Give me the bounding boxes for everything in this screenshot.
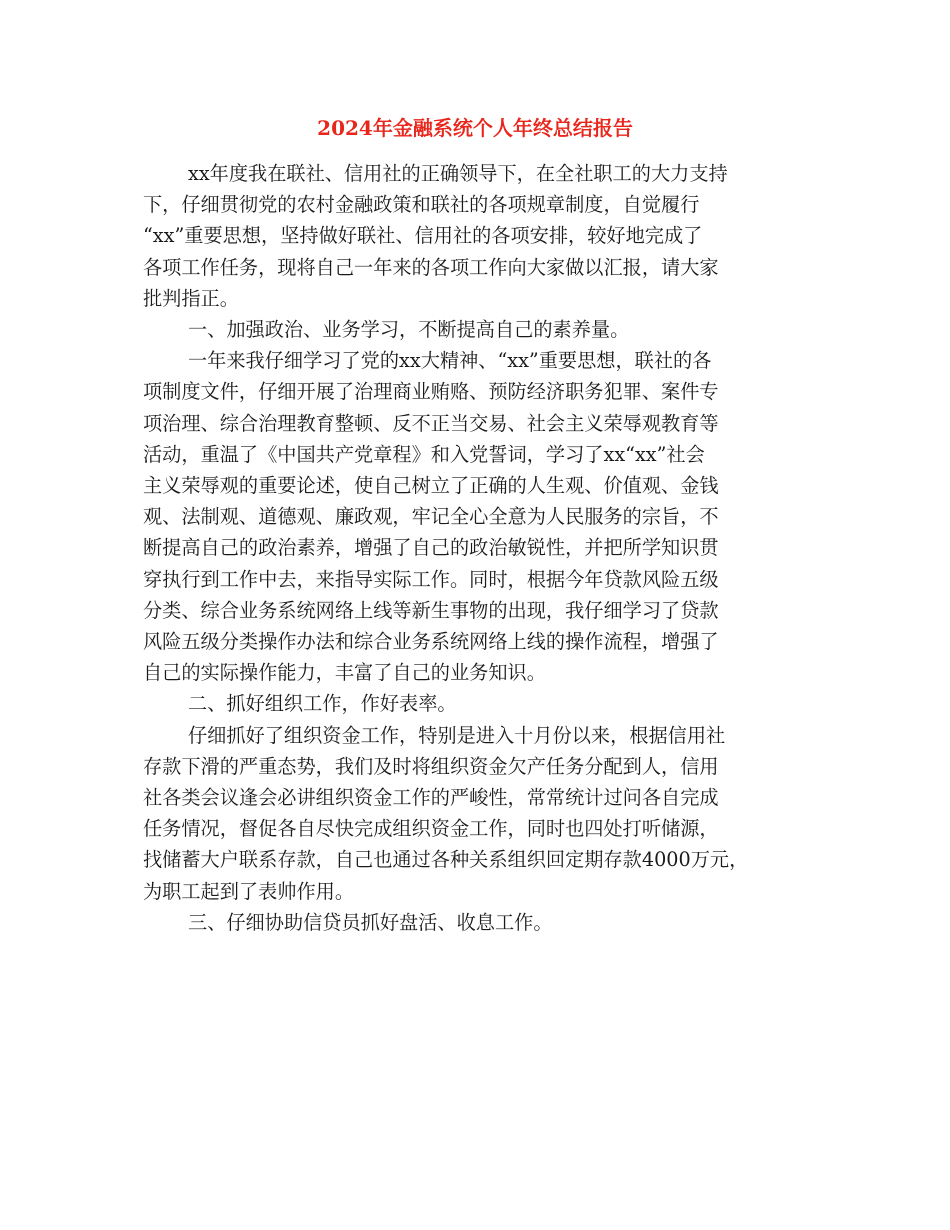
text-line: 二、抓好组织工作，作好表率。 (188, 692, 457, 716)
text-line: 为职工起到了表帅作用。 (143, 879, 355, 903)
text-line: “xx”重要思想，坚持做好联社、信用社的各项安排，较好地完成了 (143, 224, 703, 248)
text-line: 一、加强政治、业务学习，不断提高自己的素养量。 (188, 318, 630, 342)
text-line: 批判指正。 (143, 286, 239, 310)
text-line: 三、仔细协助信贷员抓好盘活、收息工作。 (188, 910, 553, 934)
document-body (143, 158, 813, 938)
text-line: 观、法制观、道德观、廉政观，牢记全心全意为人民服务的宗旨，不 (143, 505, 719, 529)
paragraph-study (143, 345, 813, 688)
text-line: 项治理、综合治理教育整顿、反不正当交易、社会主义荣辱观教育等 (143, 411, 719, 435)
section-heading-2 (143, 688, 813, 719)
text-line: 风险五级分类操作办法和综合业务系统网络上线的操作流程，增强了 (143, 630, 719, 654)
section-heading-1 (143, 314, 813, 345)
text-line: 项制度文件，仔细开展了治理商业贿赂、预防经济职务犯罪、案件专 (143, 380, 719, 404)
document-title: 2024年金融系统个人年终总结报告 (317, 116, 633, 140)
paragraph-intro (143, 158, 813, 314)
text-line: 仔细抓好了组织资金工作，特别是进入十月份以来，根据信用社 (188, 723, 726, 747)
text-line: 存款下滑的严重态势，我们及时将组织资金欠产任务分配到人，信用 (143, 754, 719, 778)
text-line: 一年来我仔细学习了党的xx大精神、“xx”重要思想，联社的各 (188, 349, 712, 373)
text-line: 任务情况，督促各自尽快完成组织资金工作，同时也四处打听储源， (143, 817, 719, 841)
text-line: 社各类会议逢会必讲组织资金工作的严峻性，常常统计过问各自完成 (143, 786, 719, 810)
text-line: 下，仔细贯彻党的农村金融政策和联社的各项规章制度，自觉履行 (143, 193, 700, 217)
paragraph-organization (143, 720, 813, 907)
text-line: 断提高自己的政治素养，增强了自己的政治敏锐性，并把所学知识贯 (143, 536, 719, 560)
text-line: 找储蓄大户联系存款，自己也通过各种关系组织回定期存款4000万元， (143, 848, 749, 872)
text-line: 穿执行到工作中去，来指导实际工作。同时，根据今年贷款风险五级 (143, 567, 719, 591)
text-line: 分类、综合业务系统网络上线等新生事物的出现，我仔细学习了贷款 (143, 598, 719, 622)
text-line: 各项工作任务，现将自己一年来的各项工作向大家做以汇报，请大家 (143, 255, 719, 279)
text-line: 自己的实际操作能力，丰富了自己的业务知识。 (143, 661, 546, 685)
section-heading-3 (143, 907, 813, 938)
text-line: xx年度我在联社、信用社的正确领导下，在全社职工的大力支持 (188, 162, 728, 185)
text-line: 主义荣辱观的重要论述，使自己树立了正确的人生观、价值观、金钱 (143, 474, 719, 498)
text-line: 活动，重温了《中国共产党章程》和入党誓词，学习了xx“xx”社会 (143, 442, 705, 466)
